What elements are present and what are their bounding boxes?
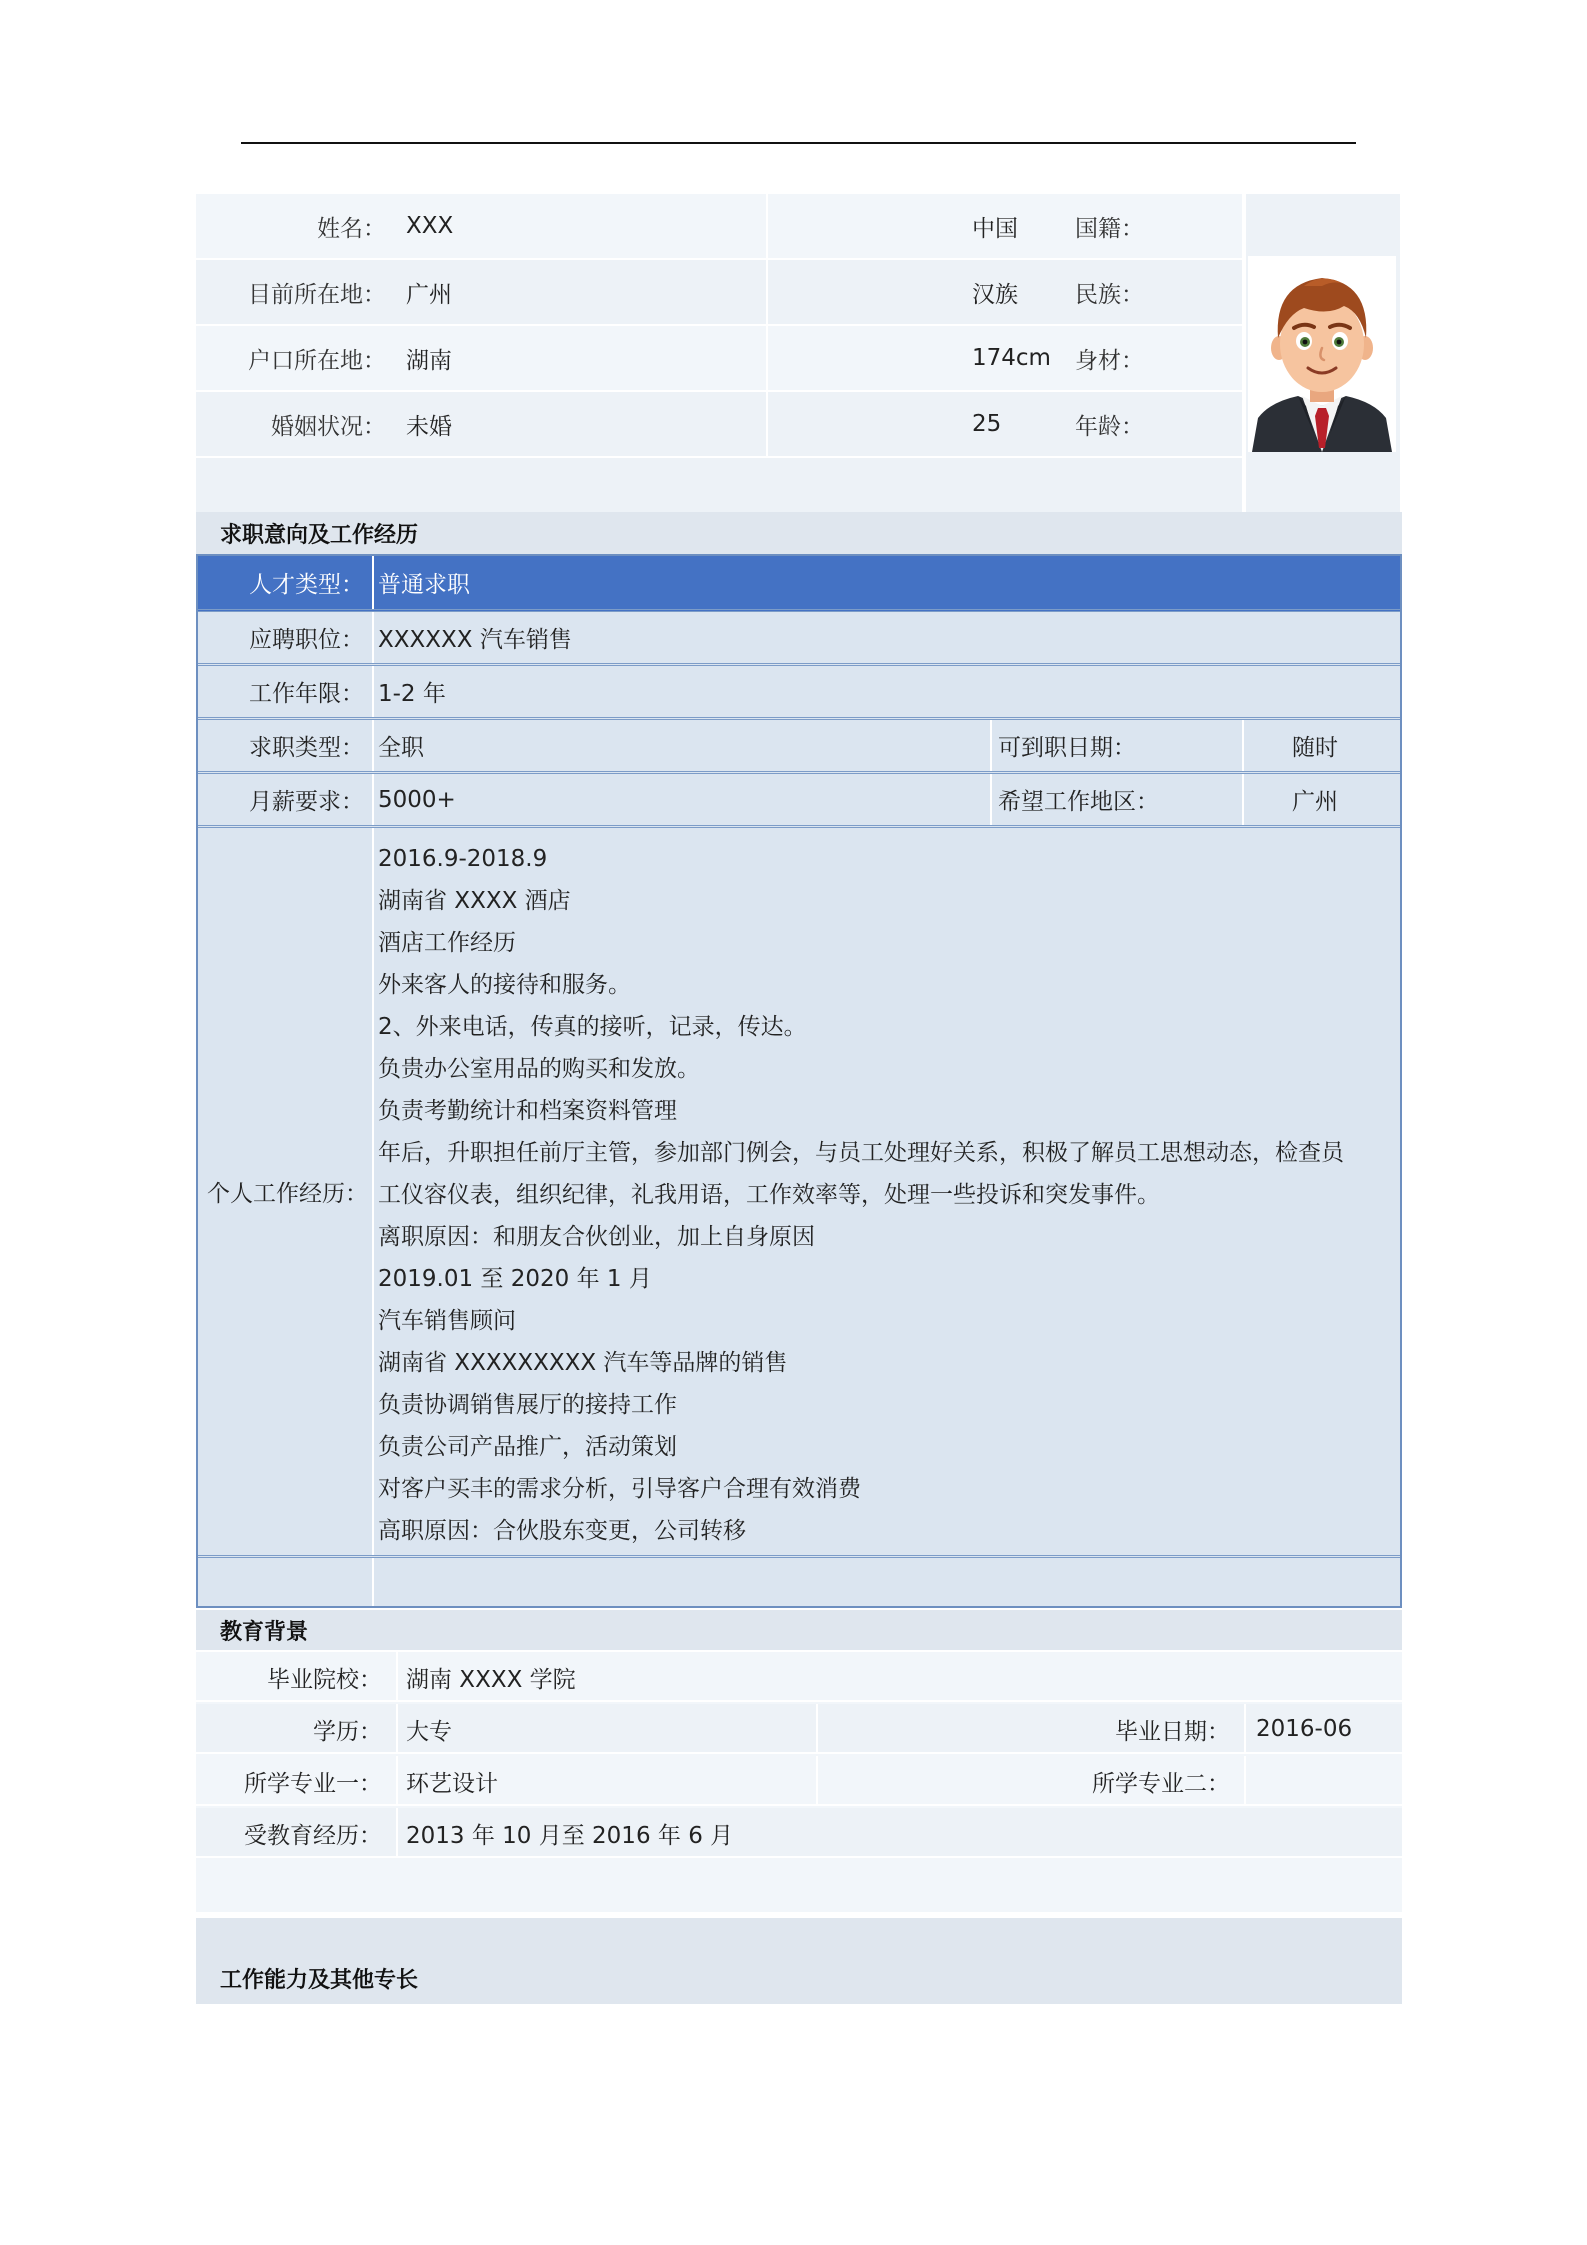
name-label: 姓名： (317, 215, 386, 242)
marital-value: 未婚 (406, 413, 452, 440)
height-label: 身材： (1075, 347, 1144, 374)
major1-label: 所学专业一： (244, 1770, 382, 1797)
job-type-label: 求职类型： (249, 735, 364, 761)
degree-row (196, 1704, 1402, 1754)
job-type-value: 全职 (378, 735, 424, 761)
edu-section-title: 教育背景 (196, 1610, 1402, 1650)
info-row-hukou (196, 326, 1244, 392)
degree-label: 学历： (313, 1718, 382, 1745)
info-row-location (196, 260, 1244, 326)
cell-divider (372, 666, 374, 717)
experience-line: 工仪容仪表，组织纪律，礼我用语，工作效率等，处理一些投诉和突发事件。 (378, 1182, 1160, 1208)
major1-value: 环艺设计 (406, 1770, 498, 1797)
period-value: 2013 年 10 月至 2016 年 6 月 (406, 1822, 734, 1849)
salary-row (198, 774, 1400, 828)
position-value: XXXXXX 汽车销售 (378, 627, 572, 653)
cell-divider (396, 1808, 398, 1858)
salary-label: 月薪要求： (249, 789, 364, 815)
grad-date-label: 毕业日期： (1115, 1718, 1230, 1745)
education-table (196, 1652, 1402, 1914)
cell-divider (990, 774, 992, 825)
cell-divider (1242, 774, 1244, 825)
nationality-label: 国籍： (1075, 215, 1144, 242)
job-type-row (198, 720, 1400, 774)
edu-blank-row (196, 1860, 1402, 1914)
experience-line: 对客户买丰的需求分析，引导客户合理有效消费 (378, 1476, 861, 1502)
position-row (198, 612, 1400, 666)
school-value: 湖南 XXXX 学院 (406, 1666, 576, 1693)
degree-value: 大专 (406, 1718, 452, 1745)
position-label: 应聘职位： (249, 627, 364, 653)
experience-line: 2、外来电话，传真的接听，记录，传达。 (378, 1014, 807, 1040)
cell-divider (396, 1756, 398, 1806)
experience-line: 外来客人的接待和服务。 (378, 972, 631, 998)
experience-line: 2016.9-2018.9 (378, 846, 548, 872)
photo-column-divider (1242, 194, 1246, 512)
available-value: 随时 (1292, 735, 1338, 761)
experience-line: 2019.01 至 2020 年 1 月 (378, 1266, 652, 1292)
name-value: XXX (406, 213, 454, 239)
years-value: 1-2 年 (378, 681, 446, 707)
age-value: 25 (972, 411, 1002, 437)
cell-divider (990, 720, 992, 771)
cell-divider (1244, 1756, 1246, 1806)
experience-line: 酒店工作经历 (378, 930, 516, 956)
talent-type-value: 普通求职 (378, 572, 470, 598)
cell-divider (1244, 1704, 1246, 1754)
height-value: 174cm (972, 345, 1051, 371)
cell-divider (372, 774, 374, 825)
experience-line: 湖南省 XXXX 酒店 (378, 888, 571, 914)
major2-label: 所学专业二： (1092, 1770, 1230, 1797)
cell-divider (816, 1756, 818, 1806)
nationality-value: 中国 (972, 215, 1018, 242)
experience-line: 负贵办公室用品的购买和发放。 (378, 1056, 700, 1082)
row-divider (196, 456, 1244, 458)
marital-label: 婚姻状况： (271, 413, 386, 440)
cell-divider (372, 828, 374, 1555)
cell-divider (1242, 720, 1244, 771)
location-pref-value: 广州 (1292, 789, 1338, 815)
years-label: 工作年限： (249, 681, 364, 707)
cell-divider (372, 556, 374, 609)
top-rule (241, 142, 1356, 144)
available-label: 可到职日期： (998, 735, 1136, 761)
cell-divider (396, 1704, 398, 1754)
experience-line: 负责协调销售展厅的接持工作 (378, 1392, 677, 1418)
experience-line: 湖南省 XXXXXXXXX 汽车等品牌的销售 (378, 1350, 788, 1376)
age-label: 年龄： (1075, 413, 1144, 440)
info-row-marital (196, 392, 1244, 458)
cell-divider (372, 720, 374, 771)
cell-divider (372, 612, 374, 663)
experience-line: 负责考勤统计和档案资料管理 (378, 1098, 677, 1124)
talent-type-row (198, 556, 1400, 612)
cell-divider (816, 1704, 818, 1754)
experience-row (198, 828, 1400, 1558)
skills-section-title: 工作能力及其他专长 (196, 1918, 1402, 2004)
period-label: 受教育经历： (244, 1822, 382, 1849)
hukou-label: 户口所在地： (248, 347, 386, 374)
personal-info (196, 194, 1400, 512)
ethnicity-label: 民族： (1075, 281, 1144, 308)
location-pref-label: 希望工作地区： (998, 789, 1159, 815)
blank-row (198, 1558, 1400, 1606)
cell-divider (396, 1652, 398, 1702)
grad-date-value: 2016-06 (1256, 1716, 1353, 1742)
school-row (196, 1652, 1402, 1702)
hukou-value: 湖南 (406, 347, 452, 374)
period-row (196, 1808, 1402, 1858)
experience-line: 负责公司产品推广，活动策划 (378, 1434, 677, 1460)
location-value: 广州 (406, 281, 452, 308)
experience-line: 高职原因：合伙股东变更，公司转移 (378, 1518, 746, 1544)
major-row (196, 1756, 1402, 1806)
experience-list (378, 838, 1392, 1552)
experience-line: 年后，升职担任前厅主管，参加部门例会，与员工处理好关系，积极了解员工思想动态，检查员 (378, 1140, 1344, 1166)
school-label: 毕业院校： (267, 1666, 382, 1693)
job-table (196, 554, 1402, 1608)
ethnicity-value: 汉族 (972, 281, 1018, 308)
avatar (1248, 256, 1396, 452)
job-section-title: 求职意向及工作经历 (196, 512, 1402, 554)
location-label: 目前所在地： (248, 281, 386, 308)
experience-label: 个人工作经历： (207, 1181, 368, 1207)
experience-line: 离职原因：和朋友合伙创业，加上自身原因 (378, 1224, 815, 1250)
talent-type-label: 人才类型： (249, 572, 364, 598)
experience-line: 汽车销售顾问 (378, 1308, 516, 1334)
column-divider (766, 194, 768, 458)
info-row-name (196, 194, 1244, 260)
salary-value: 5000+ (378, 786, 456, 813)
cell-divider (372, 1558, 374, 1606)
years-row (198, 666, 1400, 720)
